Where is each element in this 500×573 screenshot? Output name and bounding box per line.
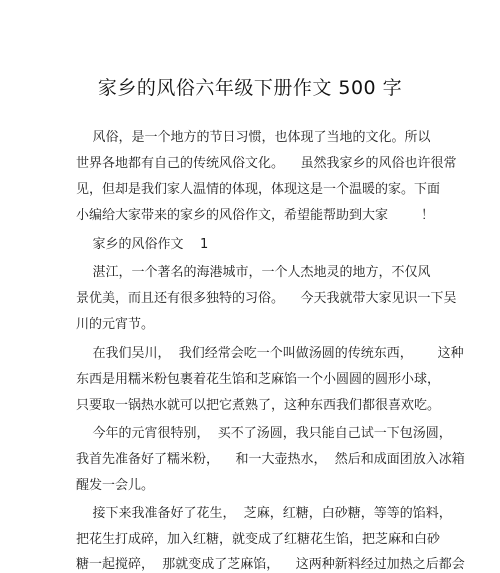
text-line-15: 接下来我准备好了花生， 芝麻，红糖，白砂糖，等等的馅料， [76,506,452,521]
text-line-11: 只要取一锅热水就可以把它煮熟了，这种东西我们都很喜欢吃。 [76,398,441,413]
text-line-3: 见，但却是我们家人温情的体现，体现这是一个温暖的家。下面 [76,182,441,197]
text-line-4: 小编给大家带来的家乡的风俗作文，希望能帮助到大家 ！ [76,208,435,223]
text-line-9: 在我们吴川， 我们经常会吃一个叫做汤圆的传统东西， 这种 [76,346,464,361]
text-line-13: 我首先准备好了糯米粉， 和一大壶热水， 然后和成面团放入冰箱 [76,452,465,467]
text-line-10: 东西是用糯米粉包裹着花生馅和芝麻馅一个小圆圆的圆形小球， [76,372,441,387]
text-line-16: 把花生打成碎，加入红糖，就变成了红糖花生馅，把芝麻和白砂 [76,532,441,547]
section-heading: 家乡的风俗作文 1 [76,237,209,252]
text-line-1: 风俗，是一个地方的节日习惯，也体现了当地的文化。所以 [76,130,431,145]
text-line-12: 今年的元宵很特别， 买不了汤圆，我只能自己试一下包汤圆， [76,426,452,441]
text-line-8: 川的元宵节。 [76,317,155,332]
text-line-14: 醒发一会儿。 [76,478,155,493]
text-line-6: 湛江，一个著名的海港城市，一个人杰地灵的地方，不仅风 [76,265,431,280]
text-line-17: 糖一起搅碎， 那就变成了芝麻馅， 这两种新料经过加热之后都会 [76,557,465,572]
text-line-2: 世界各地都有自己的传统风俗文化。 虽然我家乡的风俗也许很常 [76,156,457,171]
document-title: 家乡的风俗六年级下册作文 500 字 [97,77,403,99]
text-line-7: 景优美，而且还有很多独特的习俗。 今天我就带大家见识一下吴 [76,291,457,306]
